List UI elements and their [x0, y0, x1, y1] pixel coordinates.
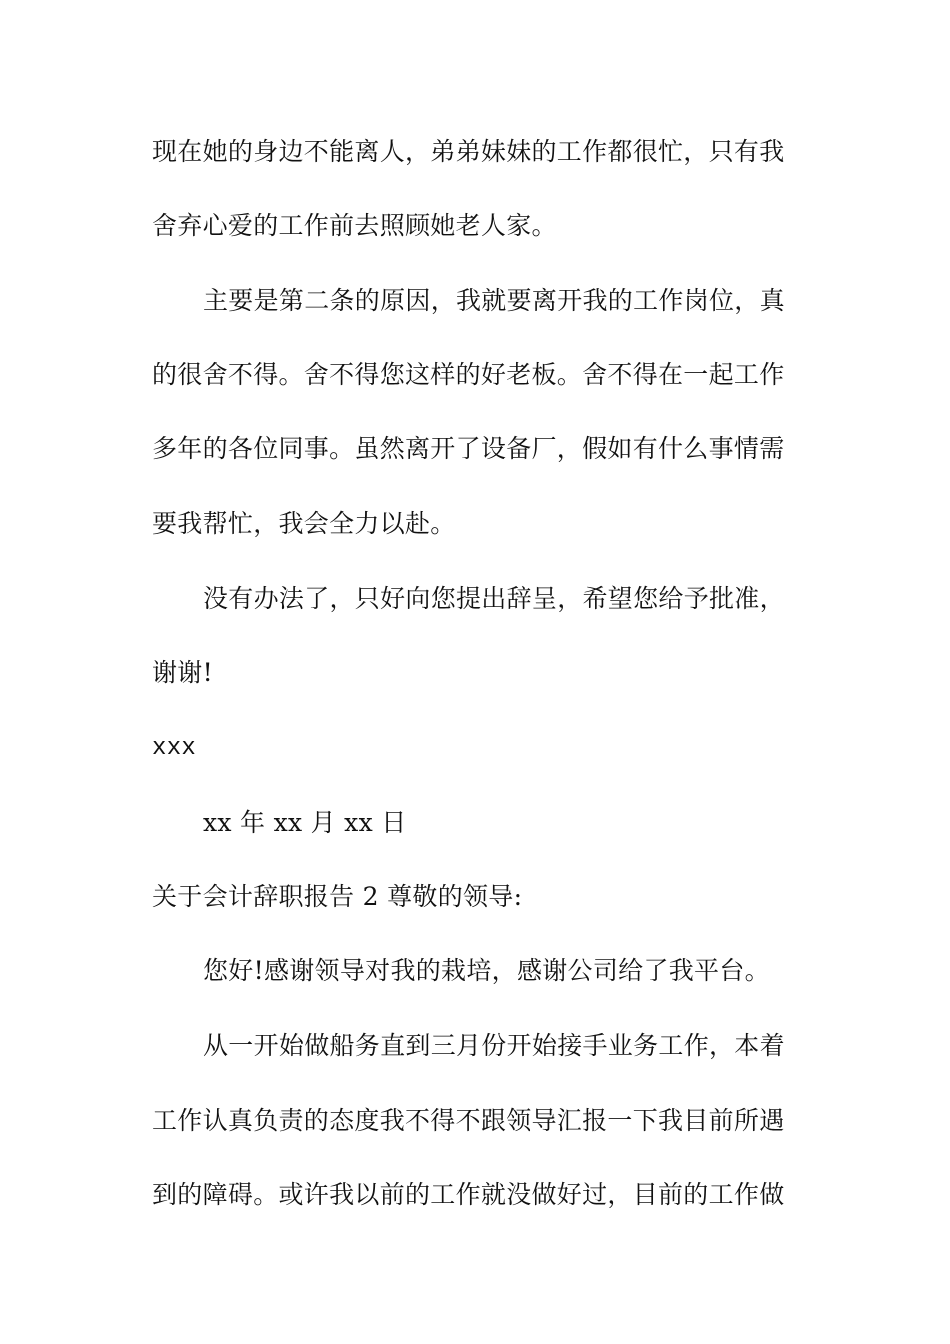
body-line-2: 舍弃心爱的工作前去照顾她老人家。 [152, 211, 557, 240]
body-line-6: 要我帮忙，我会全力以赴。 [152, 509, 456, 538]
body-line-3: 主要是第二条的原因，我就要离开我的工作岗位，真 [203, 286, 785, 315]
section-heading: 关于会计辞职报告 2 尊敬的领导: [152, 882, 523, 911]
body-line-1: 现在她的身边不能离人，弟弟妹妹的工作都很忙，只有我 [152, 137, 785, 166]
body-line-5: 多年的各位同事。虽然离开了设备厂，假如有什么事情需 [152, 434, 785, 463]
body-line-15: 到的障碍。或许我以前的工作就没做好过，目前的工作做 [152, 1180, 785, 1209]
body-line-4: 的很舍不得。舍不得您这样的好老板。舍不得在一起工作 [152, 360, 785, 389]
body-line-13: 从一开始做船务直到三月份开始接手业务工作，本着 [203, 1031, 785, 1060]
body-line-14: 工作认真负责的态度我不得不跟领导汇报一下我目前所遇 [152, 1106, 785, 1135]
body-line-7: 没有办法了，只好向您提出辞呈，希望您给予批准， [203, 584, 785, 613]
signature-name: xxx [152, 735, 197, 762]
body-line-12: 您好!感谢领导对我的栽培，感谢公司给了我平台。 [203, 956, 770, 985]
signature-date: xx 年 xx 月 xx 日 [203, 808, 407, 837]
body-line-8: 谢谢! [152, 658, 213, 687]
